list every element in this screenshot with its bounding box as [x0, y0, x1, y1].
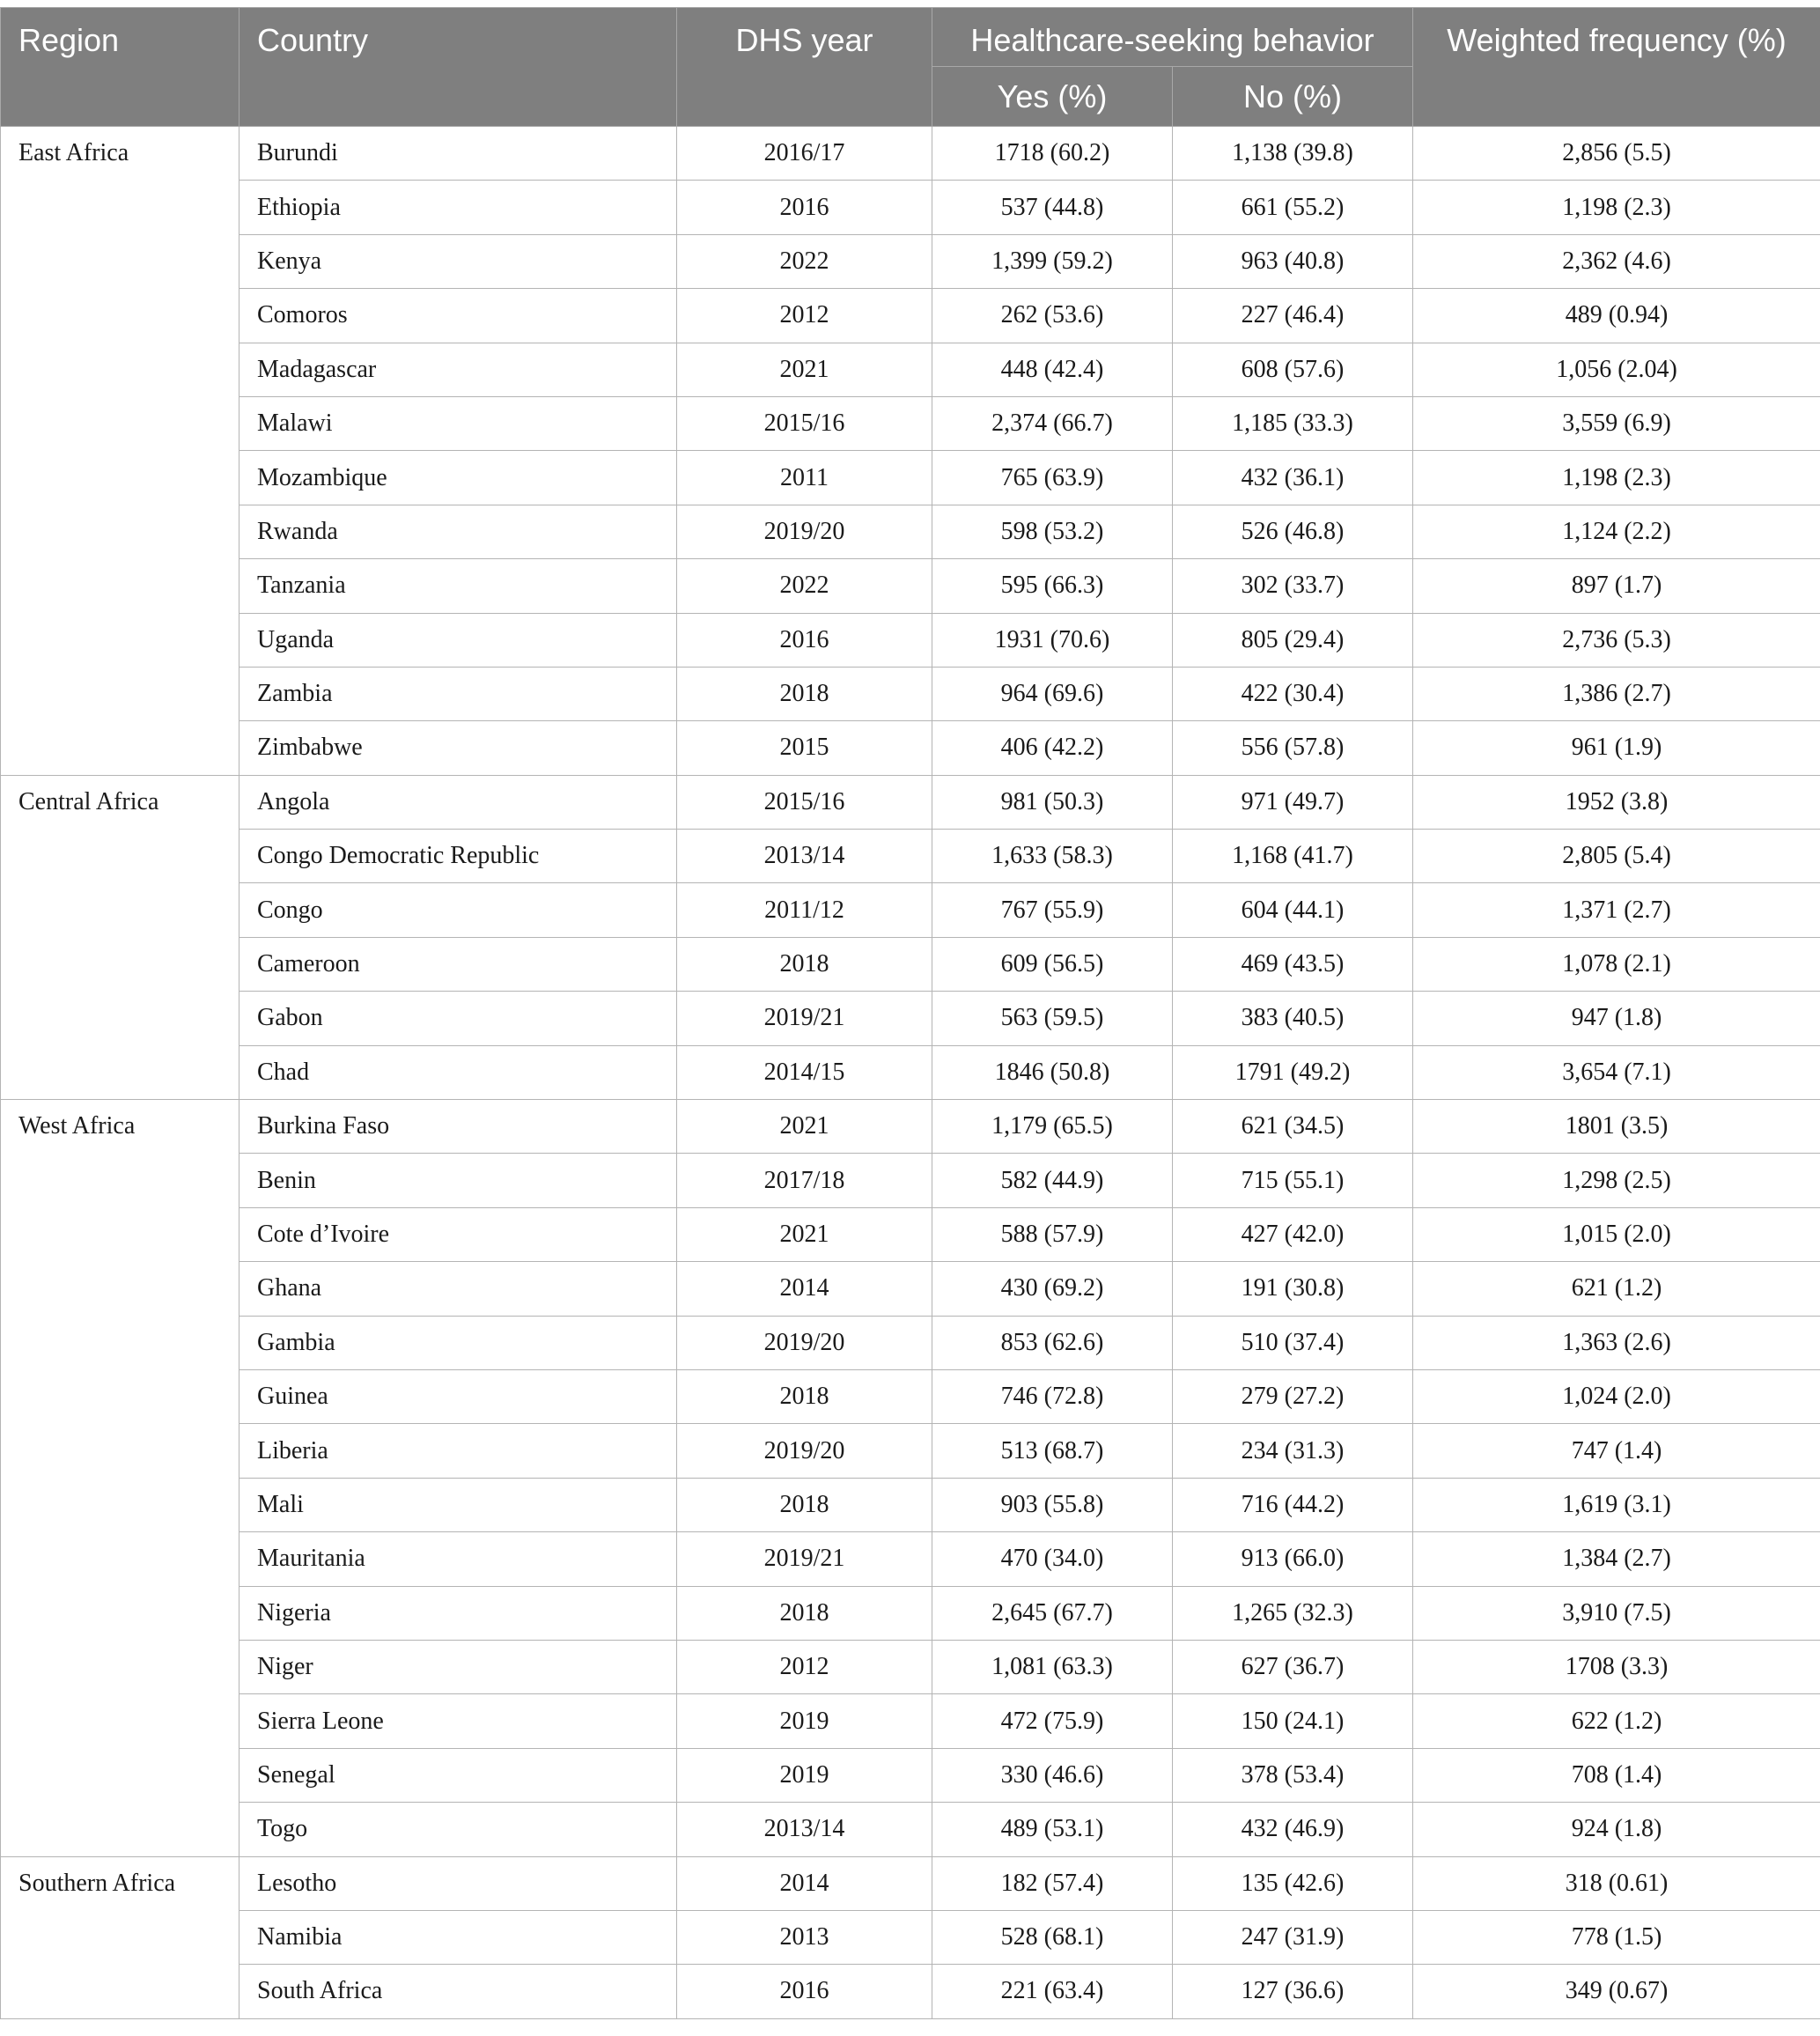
weighted-frequency-cell: 1,371 (2.7): [1413, 883, 1820, 937]
dhs-year-cell: 2018: [677, 1478, 932, 1531]
dhs-year-cell: 2022: [677, 559, 932, 613]
table-row: [1, 1965, 1820, 2018]
dhs-year-cell: 2021: [677, 1207, 932, 1261]
no-cell: 432 (46.9): [1173, 1803, 1413, 1856]
dhs-year-cell: 2019/20: [677, 1316, 932, 1369]
yes-cell: 221 (63.4): [932, 1965, 1173, 2018]
weighted-frequency-cell: 1801 (3.5): [1413, 1100, 1820, 1154]
dhs-year-cell: 2018: [677, 1369, 932, 1423]
no-cell: 913 (66.0): [1173, 1532, 1413, 1586]
table-row: [1, 937, 1820, 991]
country-cell: Benin: [239, 1154, 677, 1207]
no-cell: 604 (44.1): [1173, 883, 1413, 937]
yes-cell: 330 (46.6): [932, 1748, 1173, 1802]
yes-cell: 609 (56.5): [932, 937, 1173, 991]
weighted-frequency-cell: 1,363 (2.6): [1413, 1316, 1820, 1369]
no-cell: 963 (40.8): [1173, 234, 1413, 288]
country-cell: Mauritania: [239, 1532, 677, 1586]
country-cell: Nigeria: [239, 1586, 677, 1640]
weighted-frequency-cell: 708 (1.4): [1413, 1748, 1820, 1802]
country-cell: Ghana: [239, 1262, 677, 1316]
dhs-year-cell: 2018: [677, 667, 932, 720]
weighted-frequency-cell: 1,384 (2.7): [1413, 1532, 1820, 1586]
no-cell: 247 (31.9): [1173, 1910, 1413, 1964]
no-cell: 383 (40.5): [1173, 992, 1413, 1045]
table-row: [1, 992, 1820, 1045]
yes-cell: 767 (55.9): [932, 883, 1173, 937]
weighted-frequency-cell: 947 (1.8): [1413, 992, 1820, 1045]
table-row: [1, 1910, 1820, 1964]
no-cell: 378 (53.4): [1173, 1748, 1413, 1802]
dhs-year-cell: 2019: [677, 1748, 932, 1802]
no-cell: 971 (49.7): [1173, 775, 1413, 829]
country-cell: Guinea: [239, 1369, 677, 1423]
weighted-frequency-cell: 1,198 (2.3): [1413, 451, 1820, 505]
country-cell: Rwanda: [239, 505, 677, 558]
table-row: [1, 1640, 1820, 1693]
weighted-frequency-cell: 1,619 (3.1): [1413, 1478, 1820, 1531]
region-cell: East Africa: [1, 127, 239, 776]
no-cell: 1791 (49.2): [1173, 1045, 1413, 1099]
dhs-year-cell: 2019/20: [677, 1424, 932, 1478]
weighted-frequency-cell: 349 (0.67): [1413, 1965, 1820, 2018]
table-row: [1, 127, 1820, 181]
table-row: [1, 1424, 1820, 1478]
table-row: [1, 667, 1820, 720]
yes-cell: 1,399 (59.2): [932, 234, 1173, 288]
no-cell: 302 (33.7): [1173, 559, 1413, 613]
yes-cell: 595 (66.3): [932, 559, 1173, 613]
no-cell: 422 (30.4): [1173, 667, 1413, 720]
weighted-frequency-cell: 961 (1.9): [1413, 721, 1820, 775]
country-cell: Chad: [239, 1045, 677, 1099]
no-cell: 715 (55.1): [1173, 1154, 1413, 1207]
dhs-year-cell: 2019: [677, 1694, 932, 1748]
no-cell: 427 (42.0): [1173, 1207, 1413, 1261]
table-row: [1, 1532, 1820, 1586]
dhs-year-cell: 2022: [677, 234, 932, 288]
no-cell: 191 (30.8): [1173, 1262, 1413, 1316]
table-header: [1, 8, 1820, 127]
header-yes: Yes (%): [932, 67, 1173, 127]
yes-cell: 489 (53.1): [932, 1803, 1173, 1856]
no-cell: 526 (46.8): [1173, 505, 1413, 558]
table-row: [1, 181, 1820, 234]
table-row: [1, 883, 1820, 937]
dhs-year-cell: 2019/20: [677, 505, 932, 558]
dhs-year-cell: 2014/15: [677, 1045, 932, 1099]
dhs-year-cell: 2013/14: [677, 1803, 932, 1856]
yes-cell: 1931 (70.6): [932, 613, 1173, 667]
yes-cell: 448 (42.4): [932, 343, 1173, 396]
yes-cell: 981 (50.3): [932, 775, 1173, 829]
country-cell: Uganda: [239, 613, 677, 667]
country-cell: Niger: [239, 1640, 677, 1693]
yes-cell: 2,374 (66.7): [932, 396, 1173, 450]
table-row: [1, 613, 1820, 667]
yes-cell: 528 (68.1): [932, 1910, 1173, 1964]
table-row: [1, 775, 1820, 829]
table-row: [1, 234, 1820, 288]
header-weighted-frequency: Weighted frequency (%): [1413, 8, 1820, 127]
dhs-year-cell: 2015/16: [677, 775, 932, 829]
country-cell: Togo: [239, 1803, 677, 1856]
weighted-frequency-cell: 1,015 (2.0): [1413, 1207, 1820, 1261]
no-cell: 1,138 (39.8): [1173, 127, 1413, 181]
table-row: [1, 721, 1820, 775]
country-cell: Zambia: [239, 667, 677, 720]
country-cell: Namibia: [239, 1910, 677, 1964]
no-cell: 234 (31.3): [1173, 1424, 1413, 1478]
country-cell: Lesotho: [239, 1856, 677, 1910]
header-dhs-year: DHS year: [677, 8, 932, 127]
dhs-year-cell: 2016: [677, 1965, 932, 2018]
table-row: [1, 1316, 1820, 1369]
weighted-frequency-cell: 1,124 (2.2): [1413, 505, 1820, 558]
country-cell: Burkina Faso: [239, 1100, 677, 1154]
yes-cell: 513 (68.7): [932, 1424, 1173, 1478]
no-cell: 621 (34.5): [1173, 1100, 1413, 1154]
no-cell: 279 (27.2): [1173, 1369, 1413, 1423]
no-cell: 432 (36.1): [1173, 451, 1413, 505]
region-cell: West Africa: [1, 1100, 239, 1856]
table-row: [1, 505, 1820, 558]
yes-cell: 406 (42.2): [932, 721, 1173, 775]
table-row: [1, 343, 1820, 396]
weighted-frequency-cell: 3,559 (6.9): [1413, 396, 1820, 450]
country-cell: Burundi: [239, 127, 677, 181]
no-cell: 510 (37.4): [1173, 1316, 1413, 1369]
no-cell: 1,168 (41.7): [1173, 830, 1413, 883]
table-body: [1, 127, 1820, 2019]
country-cell: Malawi: [239, 396, 677, 450]
weighted-frequency-cell: 1,024 (2.0): [1413, 1369, 1820, 1423]
table-row: [1, 1586, 1820, 1640]
table-row: [1, 1045, 1820, 1099]
country-cell: Gambia: [239, 1316, 677, 1369]
no-cell: 608 (57.6): [1173, 343, 1413, 396]
country-cell: Tanzania: [239, 559, 677, 613]
dhs-year-cell: 2016: [677, 613, 932, 667]
healthcare-seeking-table: [0, 7, 1820, 2019]
dhs-year-cell: 2016: [677, 181, 932, 234]
weighted-frequency-cell: 747 (1.4): [1413, 1424, 1820, 1478]
dhs-year-cell: 2018: [677, 937, 932, 991]
no-cell: 1,265 (32.3): [1173, 1586, 1413, 1640]
weighted-frequency-cell: 622 (1.2): [1413, 1694, 1820, 1748]
weighted-frequency-cell: 1,198 (2.3): [1413, 181, 1820, 234]
weighted-frequency-cell: 924 (1.8): [1413, 1803, 1820, 1856]
dhs-year-cell: 2013: [677, 1910, 932, 1964]
yes-cell: 1846 (50.8): [932, 1045, 1173, 1099]
region-cell: Southern Africa: [1, 1856, 239, 2018]
no-cell: 135 (42.6): [1173, 1856, 1413, 1910]
dhs-year-cell: 2016/17: [677, 127, 932, 181]
country-cell: Cote d’Ivoire: [239, 1207, 677, 1261]
weighted-frequency-cell: 1952 (3.8): [1413, 775, 1820, 829]
header-country: Country: [239, 8, 677, 127]
weighted-frequency-cell: 3,910 (7.5): [1413, 1586, 1820, 1640]
table-row: [1, 1478, 1820, 1531]
yes-cell: 598 (53.2): [932, 505, 1173, 558]
no-cell: 227 (46.4): [1173, 289, 1413, 343]
yes-cell: 1,179 (65.5): [932, 1100, 1173, 1154]
country-cell: Kenya: [239, 234, 677, 288]
dhs-year-cell: 2015/16: [677, 396, 932, 450]
dhs-year-cell: 2011/12: [677, 883, 932, 937]
table-container: [0, 7, 1820, 2019]
yes-cell: 1,633 (58.3): [932, 830, 1173, 883]
dhs-year-cell: 2013/14: [677, 830, 932, 883]
country-cell: Ethiopia: [239, 181, 677, 234]
dhs-year-cell: 2011: [677, 451, 932, 505]
table-row: [1, 559, 1820, 613]
country-cell: Cameroon: [239, 937, 677, 991]
table-row: [1, 1100, 1820, 1154]
no-cell: 556 (57.8): [1173, 721, 1413, 775]
weighted-frequency-cell: 621 (1.2): [1413, 1262, 1820, 1316]
yes-cell: 2,645 (67.7): [932, 1586, 1173, 1640]
yes-cell: 903 (55.8): [932, 1478, 1173, 1531]
no-cell: 150 (24.1): [1173, 1694, 1413, 1748]
weighted-frequency-cell: 489 (0.94): [1413, 289, 1820, 343]
yes-cell: 964 (69.6): [932, 667, 1173, 720]
country-cell: Madagascar: [239, 343, 677, 396]
country-cell: Gabon: [239, 992, 677, 1045]
country-cell: Senegal: [239, 1748, 677, 1802]
yes-cell: 582 (44.9): [932, 1154, 1173, 1207]
weighted-frequency-cell: 1708 (3.3): [1413, 1640, 1820, 1693]
country-cell: Angola: [239, 775, 677, 829]
yes-cell: 472 (75.9): [932, 1694, 1173, 1748]
weighted-frequency-cell: 2,362 (4.6): [1413, 234, 1820, 288]
yes-cell: 1718 (60.2): [932, 127, 1173, 181]
dhs-year-cell: 2021: [677, 1100, 932, 1154]
yes-cell: 588 (57.9): [932, 1207, 1173, 1261]
country-cell: Sierra Leone: [239, 1694, 677, 1748]
country-cell: Congo: [239, 883, 677, 937]
weighted-frequency-cell: 1,386 (2.7): [1413, 667, 1820, 720]
no-cell: 469 (43.5): [1173, 937, 1413, 991]
country-cell: Liberia: [239, 1424, 677, 1478]
country-cell: Mali: [239, 1478, 677, 1531]
yes-cell: 563 (59.5): [932, 992, 1173, 1045]
country-cell: Congo Democratic Republic: [239, 830, 677, 883]
dhs-year-cell: 2014: [677, 1262, 932, 1316]
table-row: [1, 1748, 1820, 1802]
header-region: Region: [1, 8, 239, 127]
country-cell: Zimbabwe: [239, 721, 677, 775]
yes-cell: 262 (53.6): [932, 289, 1173, 343]
table-row: [1, 1262, 1820, 1316]
yes-cell: 537 (44.8): [932, 181, 1173, 234]
weighted-frequency-cell: 2,805 (5.4): [1413, 830, 1820, 883]
table-row: [1, 1856, 1820, 1910]
dhs-year-cell: 2019/21: [677, 1532, 932, 1586]
country-cell: Mozambique: [239, 451, 677, 505]
dhs-year-cell: 2015: [677, 721, 932, 775]
table-row: [1, 1803, 1820, 1856]
country-cell: South Africa: [239, 1965, 677, 2018]
weighted-frequency-cell: 1,056 (2.04): [1413, 343, 1820, 396]
table-row: [1, 451, 1820, 505]
weighted-frequency-cell: 2,856 (5.5): [1413, 127, 1820, 181]
no-cell: 805 (29.4): [1173, 613, 1413, 667]
no-cell: 127 (36.6): [1173, 1965, 1413, 2018]
yes-cell: 765 (63.9): [932, 451, 1173, 505]
table-row: [1, 1369, 1820, 1423]
weighted-frequency-cell: 3,654 (7.1): [1413, 1045, 1820, 1099]
dhs-year-cell: 2021: [677, 343, 932, 396]
dhs-year-cell: 2012: [677, 289, 932, 343]
yes-cell: 470 (34.0): [932, 1532, 1173, 1586]
weighted-frequency-cell: 318 (0.61): [1413, 1856, 1820, 1910]
weighted-frequency-cell: 897 (1.7): [1413, 559, 1820, 613]
country-cell: Comoros: [239, 289, 677, 343]
weighted-frequency-cell: 1,298 (2.5): [1413, 1154, 1820, 1207]
no-cell: 716 (44.2): [1173, 1478, 1413, 1531]
dhs-year-cell: 2018: [677, 1586, 932, 1640]
dhs-year-cell: 2014: [677, 1856, 932, 1910]
yes-cell: 182 (57.4): [932, 1856, 1173, 1910]
dhs-year-cell: 2012: [677, 1640, 932, 1693]
table-row: [1, 1207, 1820, 1261]
table-row: [1, 830, 1820, 883]
table-row: [1, 289, 1820, 343]
header-healthcare-seeking-behavior: Healthcare-seeking behavior: [932, 8, 1413, 67]
dhs-year-cell: 2017/18: [677, 1154, 932, 1207]
weighted-frequency-cell: 2,736 (5.3): [1413, 613, 1820, 667]
no-cell: 661 (55.2): [1173, 181, 1413, 234]
yes-cell: 430 (69.2): [932, 1262, 1173, 1316]
table-row: [1, 1154, 1820, 1207]
no-cell: 627 (36.7): [1173, 1640, 1413, 1693]
yes-cell: 853 (62.6): [932, 1316, 1173, 1369]
dhs-year-cell: 2019/21: [677, 992, 932, 1045]
yes-cell: 746 (72.8): [932, 1369, 1173, 1423]
yes-cell: 1,081 (63.3): [932, 1640, 1173, 1693]
weighted-frequency-cell: 778 (1.5): [1413, 1910, 1820, 1964]
table-row: [1, 396, 1820, 450]
no-cell: 1,185 (33.3): [1173, 396, 1413, 450]
table-row: [1, 1694, 1820, 1748]
header-no: No (%): [1173, 67, 1413, 127]
weighted-frequency-cell: 1,078 (2.1): [1413, 937, 1820, 991]
region-cell: Central Africa: [1, 775, 239, 1099]
